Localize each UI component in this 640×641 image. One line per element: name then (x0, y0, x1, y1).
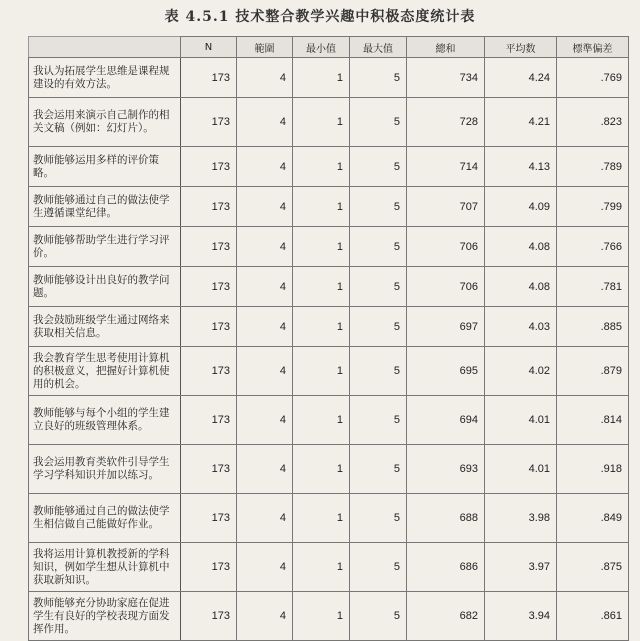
cell-n: 173 (181, 227, 237, 267)
cell-sum: 693 (407, 445, 485, 494)
cell-sd: .879 (557, 347, 629, 396)
cell-mean: 4.13 (485, 147, 557, 187)
cell-mean: 3.94 (485, 592, 557, 641)
cell-mean: 4.09 (485, 187, 557, 227)
cell-mean: 3.97 (485, 543, 557, 592)
header-sum: 總和 (407, 37, 485, 58)
table-row (29, 187, 629, 227)
cell-sd: .918 (557, 445, 629, 494)
cell-mean: 4.03 (485, 307, 557, 347)
cell-sum: 707 (407, 187, 485, 227)
item-text: 教师能够运用多样的评价策略。 (29, 147, 181, 187)
cell-sd: .789 (557, 147, 629, 187)
header-sd: 標準偏差 (557, 37, 629, 58)
cell-max: 5 (350, 98, 407, 147)
cell-max: 5 (350, 227, 407, 267)
cell-max: 5 (350, 494, 407, 543)
cell-n: 173 (181, 147, 237, 187)
table-row (29, 494, 629, 543)
cell-min: 1 (293, 307, 350, 347)
header-corner (29, 37, 181, 58)
cell-sd: .766 (557, 227, 629, 267)
cell-n: 173 (181, 396, 237, 445)
table-row (29, 147, 629, 187)
cell-sd: .823 (557, 98, 629, 147)
item-text: 我将运用计算机教授新的学科知识，例如学生想从计算机中获取新知识。 (29, 543, 181, 592)
cell-mean: 4.08 (485, 267, 557, 307)
cell-max: 5 (350, 543, 407, 592)
cell-range: 4 (237, 267, 293, 307)
cell-mean: 4.01 (485, 396, 557, 445)
cell-min: 1 (293, 187, 350, 227)
header-n: N (181, 37, 237, 58)
item-text: 我会教育学生思考使用计算机的积极意义，把握好计算机使用的机会。 (29, 347, 181, 396)
table-row (29, 58, 629, 98)
cell-max: 5 (350, 347, 407, 396)
cell-sum: 695 (407, 347, 485, 396)
cell-min: 1 (293, 494, 350, 543)
cell-n: 173 (181, 592, 237, 641)
cell-sum: 714 (407, 147, 485, 187)
cell-sd: .769 (557, 58, 629, 98)
item-text: 教师能够与每个小组的学生建立良好的班级管理体系。 (29, 396, 181, 445)
header-max: 最大值 (350, 37, 407, 58)
cell-sum: 734 (407, 58, 485, 98)
cell-mean: 3.98 (485, 494, 557, 543)
cell-min: 1 (293, 592, 350, 641)
cell-sd: .814 (557, 396, 629, 445)
cell-mean: 4.21 (485, 98, 557, 147)
item-text: 教师能够通过自己的做法使学生相信做自己能做好作业。 (29, 494, 181, 543)
item-text: 我会运用来演示自己制作的相关文稿（例如：幻灯片）。 (29, 98, 181, 147)
cell-max: 5 (350, 187, 407, 227)
cell-range: 4 (237, 396, 293, 445)
cell-sd: .875 (557, 543, 629, 592)
cell-range: 4 (237, 592, 293, 641)
cell-mean: 4.01 (485, 445, 557, 494)
table-row (29, 445, 629, 494)
cell-n: 173 (181, 347, 237, 396)
cell-sd: .781 (557, 267, 629, 307)
table-row (29, 592, 629, 641)
cell-range: 4 (237, 187, 293, 227)
table-row (29, 347, 629, 396)
table-row (29, 396, 629, 445)
table-title: 表 4.5.1 技术整合教学兴趣中积极态度统计表 (164, 9, 476, 25)
statistics-table (28, 36, 629, 641)
item-text: 我认为拓展学生思维是课程规建设的有效方法。 (29, 58, 181, 98)
cell-range: 4 (237, 494, 293, 543)
cell-mean: 4.24 (485, 58, 557, 98)
cell-sum: 706 (407, 267, 485, 307)
cell-min: 1 (293, 147, 350, 187)
cell-range: 4 (237, 147, 293, 187)
item-text: 教师能够帮助学生进行学习评价。 (29, 227, 181, 267)
cell-max: 5 (350, 396, 407, 445)
cell-min: 1 (293, 227, 350, 267)
cell-min: 1 (293, 58, 350, 98)
cell-sd: .885 (557, 307, 629, 347)
cell-max: 5 (350, 58, 407, 98)
cell-sum: 686 (407, 543, 485, 592)
cell-sd: .799 (557, 187, 629, 227)
header-mean: 平均数 (485, 37, 557, 58)
cell-max: 5 (350, 592, 407, 641)
cell-n: 173 (181, 98, 237, 147)
cell-max: 5 (350, 147, 407, 187)
cell-range: 4 (237, 227, 293, 267)
table-row (29, 227, 629, 267)
cell-max: 5 (350, 445, 407, 494)
cell-sd: .849 (557, 494, 629, 543)
cell-min: 1 (293, 267, 350, 307)
item-text: 我会鼓励班级学生通过网络来获取相关信息。 (29, 307, 181, 347)
cell-sum: 697 (407, 307, 485, 347)
cell-n: 173 (181, 58, 237, 98)
header-row (29, 37, 629, 58)
cell-n: 173 (181, 267, 237, 307)
cell-min: 1 (293, 543, 350, 592)
cell-mean: 4.02 (485, 347, 557, 396)
cell-range: 4 (237, 98, 293, 147)
table-row (29, 307, 629, 347)
item-text: 教师能够通过自己的做法使学生遵循课堂纪律。 (29, 187, 181, 227)
table-row (29, 543, 629, 592)
cell-sd: .861 (557, 592, 629, 641)
cell-n: 173 (181, 187, 237, 227)
cell-mean: 4.08 (485, 227, 557, 267)
cell-range: 4 (237, 347, 293, 396)
table-row (29, 267, 629, 307)
cell-min: 1 (293, 347, 350, 396)
cell-n: 173 (181, 494, 237, 543)
item-text: 教师能够充分协助家庭在促进学生有良好的学校表现方面发挥作用。 (29, 592, 181, 641)
cell-n: 173 (181, 543, 237, 592)
cell-range: 4 (237, 307, 293, 347)
cell-n: 173 (181, 445, 237, 494)
cell-sum: 694 (407, 396, 485, 445)
header-min: 最小值 (293, 37, 350, 58)
item-text: 教师能够设计出良好的教学问题。 (29, 267, 181, 307)
cell-min: 1 (293, 445, 350, 494)
cell-sum: 682 (407, 592, 485, 641)
cell-range: 4 (237, 58, 293, 98)
header-range: 範圍 (237, 37, 293, 58)
item-text: 我会运用教育类软件引导学生学习学科知识并加以练习。 (29, 445, 181, 494)
cell-min: 1 (293, 98, 350, 147)
table-row (29, 98, 629, 147)
cell-sum: 706 (407, 227, 485, 267)
cell-max: 5 (350, 267, 407, 307)
cell-sum: 728 (407, 98, 485, 147)
cell-range: 4 (237, 543, 293, 592)
cell-sum: 688 (407, 494, 485, 543)
cell-range: 4 (237, 445, 293, 494)
cell-min: 1 (293, 396, 350, 445)
cell-n: 173 (181, 307, 237, 347)
cell-max: 5 (350, 307, 407, 347)
